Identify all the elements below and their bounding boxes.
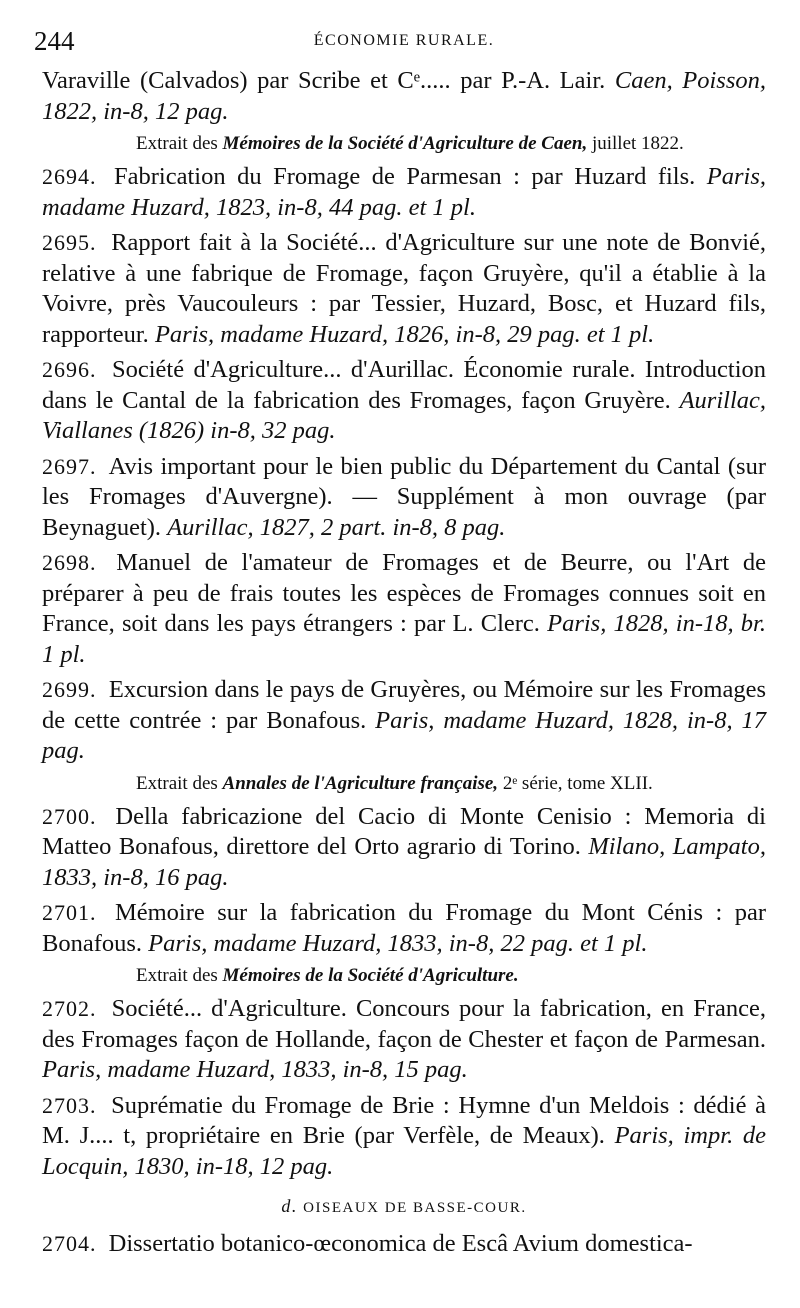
- note-prefix: Extrait des: [136, 965, 218, 986]
- entry-number: 2703.: [42, 1092, 97, 1118]
- entry-text: Rapport fait à la Société... d'Agriculture sur une note de Bonvié, relative à une fabrique de Fromage, façon Gruyère, qu'il a établie à la Voivre, près Vaucouleurs : par Tessier, Huzard, Bosc, et Huzard fils, rapporteur.: [42, 229, 766, 348]
- section-title: OISEAUX DE BASSE-COUR.: [303, 1200, 527, 1216]
- section-letter: d.: [281, 1196, 298, 1216]
- bibliography-entry: [42, 898, 766, 959]
- entry-text: Mémoire sur la fabrication du Fromage du Mont Cénis : par Bonafous.: [42, 899, 767, 957]
- section-heading: [42, 1196, 766, 1217]
- entry-imprint: Aurillac, 1827, 2 part. in-8, 8 pag.: [167, 513, 506, 541]
- entry-number: 2698.: [42, 550, 97, 575]
- entry-imprint: Paris, madame Huzard, 1823, in-8, 44 pag. et 1 pl.: [42, 163, 766, 221]
- bibliography-entry: [42, 802, 766, 894]
- entry-number: 2694.: [42, 164, 97, 189]
- entry-imprint: Paris, 1828, in-18, br. 1 pl.: [42, 610, 767, 668]
- page-number: 244: [34, 26, 75, 56]
- bibliography-entry: [42, 355, 766, 447]
- note-title: Mémoires de la Société d'Agriculture de Caen,: [222, 133, 588, 154]
- entry-text: Société... d'Agriculture. Concours pour la fabrication, en France, des Fromages façon de Hollande, façon de Chester et façon de Parmesan.: [42, 995, 767, 1053]
- entry-text: Suprématie du Fromage de Brie : Hymne d'un Meldois : dédié à M. J.... t, propriétaire en Brie (par Verfèle, de Meaux).: [42, 1091, 766, 1149]
- bibliography-entry: [42, 1229, 766, 1260]
- entry-imprint: Paris, impr. de Locquin, 1830, in-18, 12 pag.: [42, 1122, 766, 1180]
- note-suffix: 2ᵉ série, tome XLII.: [502, 772, 653, 794]
- entry-number: 2704.: [42, 1231, 97, 1256]
- bibliography-entry: [42, 548, 766, 670]
- entry-text: Manuel de l'amateur de Fromages et de Beurre, ou l'Art de préparer à peu de frais toutes les espèces de Fromages connues soit en France, soit dans les pays étrangers : par L. Clerc.: [42, 549, 767, 637]
- bibliography-entry: [42, 994, 766, 1086]
- bibliography-entry: [42, 228, 766, 350]
- entry-imprint: Aurillac, Viallanes (1826) in-8, 32 pag.: [42, 386, 766, 444]
- bibliography-entry: [42, 66, 766, 127]
- running-head: ÉCONOMIE RURALE.: [313, 32, 495, 49]
- page-header: [34, 22, 766, 66]
- entry-number: 2702.: [42, 996, 97, 1021]
- entry-imprint: Paris, madame Huzard, 1826, in-8, 29 pag. et 1 pl.: [154, 320, 655, 348]
- entry-note: [42, 772, 766, 796]
- note-prefix: Extrait des: [136, 133, 218, 154]
- entry-number: 2699.: [42, 677, 97, 702]
- entry-note: [42, 964, 766, 988]
- bibliography-entry: [42, 675, 766, 767]
- entry-number: 2696.: [42, 357, 97, 382]
- entry-text: Varaville (Calvados) par Scribe et Cᵉ..... par P.-A. Lair.: [42, 67, 606, 94]
- entry-number: 2700.: [42, 803, 97, 829]
- entry-text: Della fabricazione del Cacio di Monte Cenisio : Memoria di Matteo Bonafous, direttore del Orto agrario di Torino.: [42, 802, 766, 860]
- entry-text: Fabrication du Fromage de Parmesan : par Huzard fils.: [114, 163, 696, 190]
- entry-text: Société d'Agriculture... d'Aurillac. Économie rurale. Introduction dans le Cantal de la fabrication des Fromages, façon Gruyère.: [42, 356, 766, 414]
- entry-imprint: Paris, madame Huzard, 1833, in-8, 15 pag.: [42, 1056, 468, 1083]
- note-prefix: Extrait des: [136, 772, 218, 794]
- entry-imprint: Caen, Poisson, 1822, in-8, 12 pag.: [42, 67, 766, 125]
- entry-number: 2697.: [42, 453, 97, 479]
- entry-note: [42, 132, 766, 156]
- note-suffix: juillet 1822.: [591, 133, 684, 154]
- entry-text: Dissertatio botanico-œconomica de Escâ Avium domestica-: [108, 1230, 693, 1257]
- bibliography-entry: [42, 452, 766, 544]
- note-title: Mémoires de la Société d'Agriculture.: [222, 965, 519, 986]
- entry-imprint: Paris, madame Huzard, 1828, in-8, 17 pag.: [42, 706, 767, 764]
- entry-number: 2701.: [42, 900, 97, 925]
- note-title: Annales de l'Agriculture française,: [222, 772, 499, 794]
- entry-text: Avis important pour le bien public du Département du Cantal (sur les Fromages d'Auvergne). — Supplément à mon ouvrage (par Beynaguet).: [42, 452, 766, 541]
- entry-imprint: Milano, Lampato, 1833, in-8, 16 pag.: [42, 833, 766, 891]
- entry-text: Excursion dans le pays de Gruyères, ou Mémoire sur les Fromages de cette contrée : par Bonafous.: [42, 676, 766, 734]
- bibliography-entry: [42, 162, 766, 223]
- entry-number: 2695.: [42, 230, 97, 255]
- entry-imprint: Paris, madame Huzard, 1833, in-8, 22 pag. et 1 pl.: [148, 929, 648, 957]
- bibliography-entry: [42, 1091, 766, 1183]
